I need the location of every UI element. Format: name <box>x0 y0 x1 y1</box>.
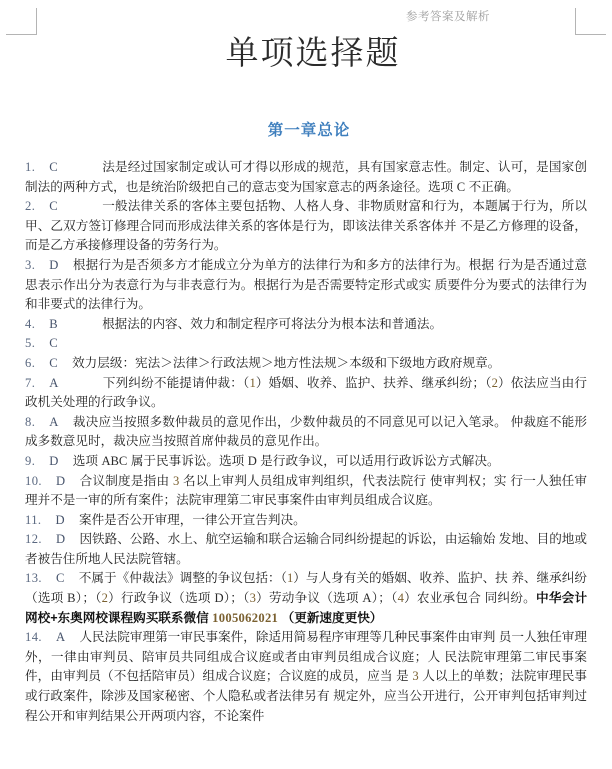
answer-item <box>25 452 587 472</box>
answer-option-letter: A <box>49 375 59 390</box>
answer-number: 10. <box>25 473 42 488</box>
answer-option-letter: C <box>55 571 65 586</box>
answer-explanation: 案件是否公开审理，一律公开宣告判决。 <box>78 512 306 527</box>
answer-item <box>25 158 587 197</box>
answer-number: 11. <box>25 512 42 527</box>
answer-item <box>25 413 587 452</box>
answer-explanation: 下列纠纷不能提请仲裁：（1）婚姻、收养、监护、扶养、继承纠纷；（2）依法应当由行政机关处理的行政争议。 <box>25 375 588 410</box>
answer-explanation: 不属于《仲裁法》调整的争议包括：（1）与人身有关的婚姻、收养、监护、扶 养、继承纠纷（选项 B）；（2）行政争议（选项 D）；（3）劳动争议（选项 A）；（4）农业承包合 同纠纷。中华会计网校+东奥网校课程购买联系微信 1005062021 （更新速度更快） <box>25 571 588 625</box>
answer-number: 5. <box>25 336 36 351</box>
answer-explanation: 根据行为是否须多方才能成立分为单方的法律行为和多方的法律行为。根据 行为是否通过意思表示作出分为表意行为与非表意行为。根据行为是否需要特定形式或实 质要件分为要式的法律行为和非要式的法律行为。 <box>25 257 587 312</box>
answer-option-letter: D <box>49 453 59 468</box>
answer-option-letter: C <box>49 199 59 214</box>
answer-list <box>25 158 587 726</box>
answer-explanation: 因铁路、公路、水上、航空运输和联合运输合同纠纷提起的诉讼，由运输始 发地、目的地或者被告住所地人民法院管辖。 <box>25 532 587 566</box>
answer-explanation: 选项 ABC 属于民事诉讼。选项 D 是行政争议，可以适用行政诉讼方式解决。 <box>72 453 500 468</box>
answer-item <box>25 334 587 354</box>
answer-explanation: 人民法院审理第一审民事案件，除适用简易程序审理等几种民事案件由审判 员一人独任审理外，一律由审判员、陪审员共同组成合议庭或者由审判员组成合议庭；人 民法院审理第二审民事案件，由审判员（不包括陪审员）组成合议庭；合议庭的成员，应当 是 3 人以上的单数；法院审理民事或行政案件，除涉及国家秘密、个人隐私或者法律另有 规定外，应当公开进行，公开审判包括审判过程公开和审判结果公开两项内容，不论案件 <box>25 630 587 723</box>
answer-number: 12. <box>25 532 42 547</box>
answer-number: 3. <box>25 257 36 272</box>
answer-number: 4. <box>25 316 36 331</box>
page-title: 单项选择题 <box>225 36 401 72</box>
answer-item <box>25 569 587 628</box>
ad-lead-in: 中华会计网校+东奥网校课程购买联系微信 <box>25 591 588 625</box>
answer-item <box>25 511 587 531</box>
answer-option-letter: D <box>55 512 65 527</box>
answer-item <box>25 472 587 511</box>
answer-option-letter: D <box>49 257 59 272</box>
page-running-header <box>0 8 612 24</box>
answer-item <box>25 374 587 413</box>
answer-option-letter: C <box>49 336 59 351</box>
answer-option-letter: A <box>55 630 66 645</box>
answer-explanation: 效力层级：宪法＞法律＞行政法规＞地方性法规＞本级和下级地方政府规章。 <box>72 355 501 370</box>
answer-number: 13. <box>25 571 42 586</box>
answer-item <box>25 530 587 569</box>
ad-phone-number: 1005062021 <box>212 610 279 625</box>
answer-explanation: 一般法律关系的客体主要包括物、人格人身、非物质财富和行为，本题属于行为，所以甲、乙双方签订修理合同而形成法律关系的客体是行为，即该法律关系客体并 不是乙方修理的设备，而是乙方承接修理设备的劳务行为。 <box>25 199 587 253</box>
answer-option-letter: C <box>49 160 59 174</box>
page-header-text: 参考答案及解析 <box>406 11 490 23</box>
answer-number: 6. <box>25 355 36 370</box>
answer-item <box>25 315 587 335</box>
answer-option-letter: D <box>55 532 66 547</box>
answer-number: 14. <box>25 630 42 645</box>
answer-explanation: 法是经过国家制定或认可才得以形成的规范，具有国家意志性。制定、认可，是国家创制法的两种方式，也是统治阶级把自己的意志变为国家意志的两条途径。选项 C 不正确。 <box>25 160 587 194</box>
answer-option-letter: C <box>49 355 59 370</box>
answer-number: 8. <box>25 414 36 429</box>
answer-number: 9. <box>25 453 36 468</box>
answer-number: 1. <box>25 160 36 174</box>
answer-item <box>25 628 587 726</box>
answer-option-letter: B <box>49 316 59 331</box>
ad-trailer: （更新速度更快） <box>281 610 383 625</box>
answer-item <box>25 354 587 374</box>
answer-number: 2. <box>25 199 36 214</box>
answer-explanation: 裁决应当按照多数仲裁员的意见作出，少数仲裁员的不同意见可以记入笔录。 仲裁庭不能形成多数意见时，裁决应当按照首席仲裁员的意见作出。 <box>25 414 587 449</box>
answer-item <box>25 256 587 315</box>
answer-number: 7. <box>25 375 36 390</box>
answer-option-letter: D <box>55 473 66 488</box>
answer-explanation: 根据法的内容、效力和制定程序可将法分为根本法和普通法。 <box>102 316 443 331</box>
answer-explanation: 合议制度是指由 3 名以上审判人员组成审判组织，代表法院行 使审判权；实 行一人独任审理并不是一审的所有案件；法院审理第二审民事案件由审判员组成合议庭。 <box>25 473 588 508</box>
answer-item <box>25 197 587 256</box>
chapter-heading: 第一章总论 <box>267 122 351 139</box>
answer-option-letter: A <box>49 414 59 429</box>
